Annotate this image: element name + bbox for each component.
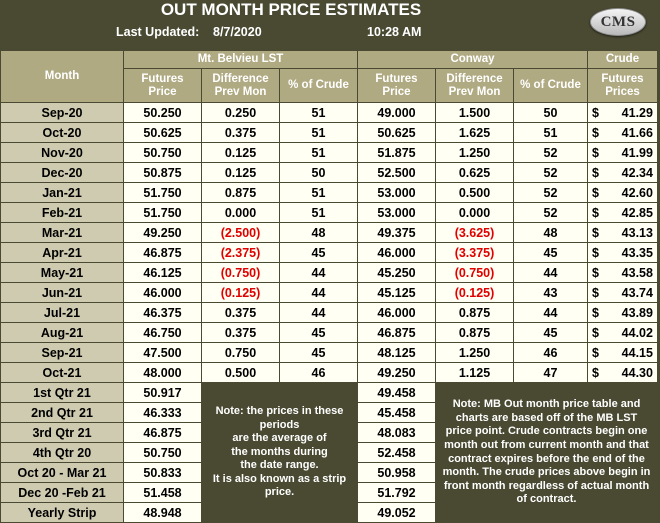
mb-pct-crude-cell: 51 — [280, 103, 358, 123]
table-row — [1, 163, 658, 183]
cw-pct-crude-cell: 52 — [514, 143, 588, 163]
cw-difference-cell: 0.875 — [436, 323, 514, 343]
table-row — [1, 203, 658, 223]
mb-futures-cell: 46.875 — [124, 243, 202, 263]
cw-difference-cell: 1.500 — [436, 103, 514, 123]
mb-pct-crude-cell: 45 — [280, 343, 358, 363]
month-cell: Sep-20 — [1, 103, 124, 123]
currency-symbol: $ — [592, 305, 599, 320]
note-line: the months during — [231, 445, 328, 458]
currency-symbol: $ — [592, 105, 599, 120]
cw-pct-crude-cell: 44 — [514, 303, 588, 323]
cw-pct-crude-cell: 46 — [514, 343, 588, 363]
month-cell: May-21 — [1, 263, 124, 283]
mb-pct-crude-cell: 51 — [280, 143, 358, 163]
mb-difference-cell: 0.750 — [202, 343, 280, 363]
cw-pct-crude-cell: 52 — [514, 203, 588, 223]
crude-price-value: 41.66 — [621, 125, 653, 140]
cw-pct-crude-cell: 52 — [514, 183, 588, 203]
mb-futures-cell: 46.125 — [124, 263, 202, 283]
currency-symbol: $ — [592, 165, 599, 180]
cw-futures-cell: 45.250 — [358, 263, 436, 283]
table-row — [1, 223, 658, 243]
note-line: periods — [259, 418, 300, 431]
mb-pct-crude-header: % of Crude — [280, 69, 358, 103]
currency-symbol: $ — [592, 345, 599, 360]
crude-price-value: 44.02 — [621, 325, 653, 340]
cw-strip-value-cell: 49.052 — [358, 503, 436, 523]
month-cell: Oct-21 — [1, 363, 124, 383]
last-updated-date: 8/7/2020 — [213, 25, 262, 39]
cw-strip-value-cell: 49.458 — [358, 383, 436, 403]
note-line: price. — [264, 486, 295, 499]
currency-symbol: $ — [592, 205, 599, 220]
cw-pct-crude-cell: 45 — [514, 243, 588, 263]
strip-row — [1, 383, 658, 403]
mb-difference-cell: (0.125) — [202, 283, 280, 303]
month-cell: Jan-21 — [1, 183, 124, 203]
crude-price-cell — [588, 323, 658, 343]
crude-price-cell — [588, 223, 658, 243]
currency-symbol: $ — [592, 145, 599, 160]
mb-futures-cell: 51.750 — [124, 203, 202, 223]
mb-futures-cell: 46.750 — [124, 323, 202, 343]
price-table — [0, 50, 658, 523]
crude-price-cell — [588, 143, 658, 163]
cw-difference-cell: (3.625) — [436, 223, 514, 243]
cw-strip-value-cell: 50.958 — [358, 463, 436, 483]
cw-futures-cell: 46.000 — [358, 243, 436, 263]
month-cell: Sep-21 — [1, 343, 124, 363]
table-row — [1, 343, 658, 363]
mb-pct-crude-cell: 46 — [280, 363, 358, 383]
mb-pct-crude-cell: 51 — [280, 183, 358, 203]
cw-pct-crude-header: % of Crude — [514, 69, 588, 103]
cw-difference-header: Difference Prev Mon — [436, 69, 514, 103]
mb-strip-value-cell: 51.458 — [124, 483, 202, 503]
mb-difference-header: Difference Prev Mon — [202, 69, 280, 103]
cw-difference-cell: 0.000 — [436, 203, 514, 223]
mb-strip-value-cell: 46.875 — [124, 423, 202, 443]
cw-futures-cell: 46.000 — [358, 303, 436, 323]
cw-pct-crude-cell: 48 — [514, 223, 588, 243]
crude-price-value: 44.15 — [621, 345, 653, 360]
mb-difference-cell: 0.375 — [202, 303, 280, 323]
crude-price-cell — [588, 163, 658, 183]
mb-futures-cell: 47.500 — [124, 343, 202, 363]
cw-pct-crude-cell: 51 — [514, 123, 588, 143]
mb-futures-cell: 46.000 — [124, 283, 202, 303]
mb-difference-cell: 0.250 — [202, 103, 280, 123]
month-column-header: Month — [1, 51, 124, 103]
currency-symbol: $ — [592, 125, 599, 140]
cw-pct-crude-cell: 47 — [514, 363, 588, 383]
cw-futures-price-header: Futures Price — [358, 69, 436, 103]
strip-label-cell: Oct 20 - Mar 21 — [1, 463, 124, 483]
cw-pct-crude-cell: 44 — [514, 263, 588, 283]
cw-futures-cell: 49.375 — [358, 223, 436, 243]
strip-label-cell: 3rd Qtr 21 — [1, 423, 124, 443]
cw-pct-crude-cell: 45 — [514, 323, 588, 343]
strip-label-cell: Dec 20 -Feb 21 — [1, 483, 124, 503]
table-row — [1, 183, 658, 203]
strip-average-note — [202, 383, 358, 523]
mb-futures-cell: 48.000 — [124, 363, 202, 383]
cw-difference-cell: 1.250 — [436, 343, 514, 363]
mb-pct-crude-cell: 50 — [280, 163, 358, 183]
table-row — [1, 143, 658, 163]
month-cell: Nov-20 — [1, 143, 124, 163]
mb-strip-value-cell: 50.750 — [124, 443, 202, 463]
cw-futures-cell: 53.000 — [358, 203, 436, 223]
mb-pct-crude-cell: 48 — [280, 223, 358, 243]
mb-pct-crude-cell: 45 — [280, 323, 358, 343]
page-title: OUT MONTH PRICE ESTIMATES — [160, 0, 422, 19]
table-row — [1, 323, 658, 343]
crude-price-cell — [588, 243, 658, 263]
mb-pct-crude-cell: 44 — [280, 263, 358, 283]
currency-symbol: $ — [592, 245, 599, 260]
crude-futures-header: Futures Prices — [588, 69, 658, 103]
mt-belvieu-group-header: Mt. Belvieu LST — [124, 51, 358, 69]
mb-futures-cell: 50.875 — [124, 163, 202, 183]
mb-difference-cell: 0.125 — [202, 163, 280, 183]
table-row — [1, 103, 658, 123]
month-cell: Apr-21 — [1, 243, 124, 263]
mb-pct-crude-cell: 51 — [280, 123, 358, 143]
cw-difference-cell: (0.750) — [436, 263, 514, 283]
cw-pct-crude-cell: 43 — [514, 283, 588, 303]
cw-futures-cell: 49.250 — [358, 363, 436, 383]
currency-symbol: $ — [592, 285, 599, 300]
crude-price-value: 43.13 — [621, 225, 653, 240]
cw-difference-cell: 0.500 — [436, 183, 514, 203]
mb-futures-cell: 51.750 — [124, 183, 202, 203]
cw-strip-value-cell: 45.458 — [358, 403, 436, 423]
mb-difference-cell: (0.750) — [202, 263, 280, 283]
note-line: the date range. — [240, 459, 319, 472]
mb-strip-value-cell: 50.917 — [124, 383, 202, 403]
crude-group-header: Crude — [588, 51, 658, 69]
mb-price-table-note: Note: MB Out month price table and charts are based off of the MB LST price point. Crude contracts begin one month out from current month and that contract expires before the end of the month. The crude prices above begin in front month regardless of actual month of contract. — [436, 383, 658, 523]
cw-difference-cell: 0.625 — [436, 163, 514, 183]
mb-pct-crude-cell: 51 — [280, 203, 358, 223]
crude-price-cell — [588, 283, 658, 303]
cw-difference-cell: 0.875 — [436, 303, 514, 323]
mb-difference-cell: 0.375 — [202, 323, 280, 343]
crude-price-value: 42.85 — [621, 205, 653, 220]
table-row — [1, 283, 658, 303]
crude-price-cell — [588, 263, 658, 283]
crude-price-cell — [588, 363, 658, 383]
crude-price-value: 43.74 — [621, 285, 653, 300]
mb-strip-value-cell: 50.833 — [124, 463, 202, 483]
month-cell: Oct-20 — [1, 123, 124, 143]
mb-futures-price-header: Futures Price — [124, 69, 202, 103]
cw-futures-cell: 53.000 — [358, 183, 436, 203]
currency-symbol: $ — [592, 225, 599, 240]
crude-price-cell — [588, 103, 658, 123]
crude-price-cell — [588, 123, 658, 143]
cw-difference-cell: 1.250 — [436, 143, 514, 163]
cw-strip-value-cell: 51.792 — [358, 483, 436, 503]
strip-label-cell: 2nd Qtr 21 — [1, 403, 124, 423]
cw-pct-crude-cell: 50 — [514, 103, 588, 123]
table-row — [1, 243, 658, 263]
note-line: Note: the prices in these — [215, 404, 344, 417]
conway-group-header: Conway — [358, 51, 588, 69]
mb-difference-cell: 0.500 — [202, 363, 280, 383]
month-cell: Feb-21 — [1, 203, 124, 223]
mb-futures-cell: 50.750 — [124, 143, 202, 163]
currency-symbol: $ — [592, 185, 599, 200]
month-cell: Dec-20 — [1, 163, 124, 183]
mb-pct-crude-cell: 44 — [280, 303, 358, 323]
crude-price-cell — [588, 303, 658, 323]
strip-label-cell: 4th Qtr 20 — [1, 443, 124, 463]
cw-difference-cell: (3.375) — [436, 243, 514, 263]
cw-futures-cell: 50.625 — [358, 123, 436, 143]
month-cell: Jul-21 — [1, 303, 124, 323]
cw-futures-cell: 49.000 — [358, 103, 436, 123]
crude-price-value: 42.60 — [621, 185, 653, 200]
strip-label-cell: 1st Qtr 21 — [1, 383, 124, 403]
cw-difference-cell: 1.125 — [436, 363, 514, 383]
month-cell: Aug-21 — [1, 323, 124, 343]
currency-symbol: $ — [592, 265, 599, 280]
cw-difference-cell: 1.625 — [436, 123, 514, 143]
table-row — [1, 123, 658, 143]
mb-difference-cell: 0.875 — [202, 183, 280, 203]
cw-futures-cell: 52.500 — [358, 163, 436, 183]
mb-strip-value-cell: 48.948 — [124, 503, 202, 523]
currency-symbol: $ — [592, 325, 599, 340]
crude-price-value: 44.30 — [621, 365, 653, 380]
last-updated-label: Last Updated: — [116, 25, 200, 39]
last-updated-time: 10:28 AM — [367, 25, 422, 39]
mb-difference-cell: 0.375 — [202, 123, 280, 143]
crude-price-value: 42.34 — [621, 165, 653, 180]
cw-strip-value-cell: 48.083 — [358, 423, 436, 443]
crude-price-value: 43.89 — [621, 305, 653, 320]
table-row — [1, 363, 658, 383]
cw-pct-crude-cell: 52 — [514, 163, 588, 183]
cw-futures-cell: 51.875 — [358, 143, 436, 163]
mb-difference-cell: 0.000 — [202, 203, 280, 223]
crude-price-value: 43.35 — [621, 245, 653, 260]
mb-strip-value-cell: 46.333 — [124, 403, 202, 423]
mb-pct-crude-cell: 44 — [280, 283, 358, 303]
cw-strip-value-cell: 52.458 — [358, 443, 436, 463]
cms-logo: CMS — [590, 8, 646, 36]
month-cell: Jun-21 — [1, 283, 124, 303]
note-line: It is also known as a strip — [212, 472, 347, 485]
table-row — [1, 263, 658, 283]
cw-difference-cell: (0.125) — [436, 283, 514, 303]
mb-futures-cell: 50.625 — [124, 123, 202, 143]
mb-futures-cell: 49.250 — [124, 223, 202, 243]
crude-price-value: 41.99 — [621, 145, 653, 160]
mb-pct-crude-cell: 45 — [280, 243, 358, 263]
cw-futures-cell: 45.125 — [358, 283, 436, 303]
crude-price-cell — [588, 203, 658, 223]
strip-label-cell: Yearly Strip — [1, 503, 124, 523]
crude-price-cell — [588, 183, 658, 203]
table-row — [1, 303, 658, 323]
cw-futures-cell: 46.875 — [358, 323, 436, 343]
currency-symbol: $ — [592, 365, 599, 380]
crude-price-cell — [588, 343, 658, 363]
mb-difference-cell: 0.125 — [202, 143, 280, 163]
cw-futures-cell: 48.125 — [358, 343, 436, 363]
crude-price-value: 41.29 — [621, 105, 653, 120]
crude-price-value: 43.58 — [621, 265, 653, 280]
note-line: are the average of — [232, 432, 327, 445]
mb-difference-cell: (2.500) — [202, 223, 280, 243]
mb-difference-cell: (2.375) — [202, 243, 280, 263]
mb-futures-cell: 50.250 — [124, 103, 202, 123]
mb-futures-cell: 46.375 — [124, 303, 202, 323]
month-cell: Mar-21 — [1, 223, 124, 243]
